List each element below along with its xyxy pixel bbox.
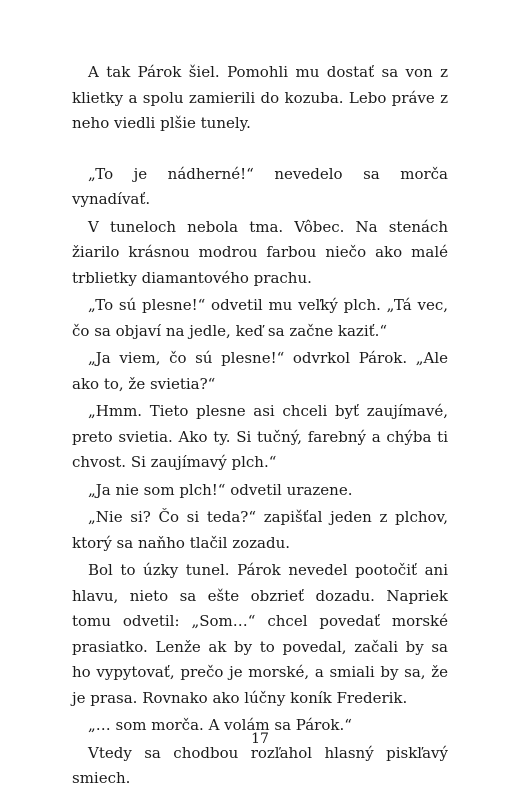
section-break (72, 139, 448, 162)
paragraph: V tuneloch nebola tma. Vôbec. Na stenách žiarilo krásnou modrou farbou niečo ako malé trblietky diamantového prachu. (72, 217, 448, 287)
body-text (72, 60, 448, 794)
paragraph: „Nie si? Čo si teda?“ zapišťal jeden z plchov, ktorý sa naňho tlačil zozadu. (72, 508, 448, 552)
paragraph: A tak Párok šiel. Pomohli mu dostať sa von z klietky a spolu zamierili do kozuba. Lebo práve z neho viedli plšie tunely. (72, 63, 448, 132)
paragraph: „… som morča. A volám sa Párok.“ (88, 716, 352, 734)
paragraph: „Hmm. Tieto plesne asi chceli byť zaujímavé, preto svietia. Ako ty. Si tučný, farebný a chýba ti chvost. Si zaujímavý plch.“ (72, 402, 448, 471)
paragraph: Vtedy sa chodbou rozľahol hlasný piskľavý smiech. (72, 743, 448, 787)
paragraph: Bol to úzky tunel. Párok nevedel pootočiť ani hlavu, nieto sa ešte obzrieť dozadu. Napriek tomu odvetil: „Som…“ chcel povedať morské prasiatko. Lenže ak by to povedal, začali by sa ho vypytovať, prečo je morské, a smiali by sa, že je prasa. Rovnako ako lúčny koník Frederik. (72, 561, 448, 707)
page-number: 17 (251, 731, 269, 747)
paragraph: „Ja viem, čo sú plesne!“ odvrkol Párok. „Ale ako to, že svietia?“ (72, 349, 448, 393)
paragraph: „To je nádherné!“ nevedelo sa morča vynadívať. (72, 164, 448, 208)
paragraph: „Ja nie som plch!“ odvetil urazene. (88, 480, 353, 499)
paragraph: „To sú plesne!“ odvetil mu veľký plch. „Tá vec, čo sa objaví na jedle, keď sa začne kaziť.“ (72, 296, 448, 340)
